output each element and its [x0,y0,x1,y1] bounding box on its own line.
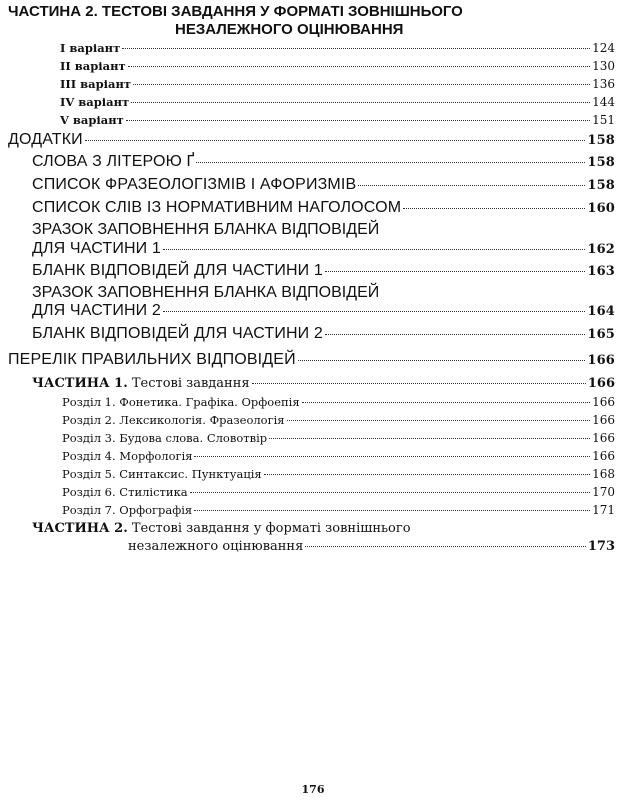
dot-leader [126,120,590,121]
part2-title-line1: ТЕСТОВІ ЗАВДАННЯ У ФОРМАТІ ЗОВНІШНЬОГО [101,3,463,20]
section-label: Розділ 7. [62,503,116,517]
toc-entry-label: Лексикологія. Фразеологія [119,413,285,427]
dot-leader [264,474,590,475]
part2-heading-line1 [8,3,463,20]
toc-entry-appendix-7[interactable] [32,325,615,343]
toc-entry-appendix-2[interactable] [32,176,615,194]
toc-entry-variant-5[interactable] [60,113,615,127]
toc-entry-page: 160 [587,201,615,216]
toc-entry-label: ДЛЯ ЧАСТИНИ 2 [32,302,161,319]
toc-entry-appendix-1[interactable] [32,153,615,171]
toc-entry-label: Орфографія [119,503,193,517]
toc-entry-page: 162 [587,242,615,257]
toc-entry-label: Морфологія [119,449,193,463]
toc-entry-answers[interactable] [8,351,615,369]
toc-entry-page: 151 [592,113,615,127]
dot-leader [131,102,590,103]
toc-entry-label: Фонетика. Графіка. Орфоепія [119,395,300,409]
page-number: 176 [301,783,325,796]
toc-entry-label: Синтаксис. Пунктуація [119,467,262,481]
toc-entry-section-7[interactable] [62,503,615,517]
toc-entry-page: 158 [587,133,615,148]
toc-entry-page: 144 [592,95,615,109]
toc-entry-label: ІІІ варіант [60,77,131,91]
toc-entry-page: 165 [587,327,615,342]
toc-entry-variant-4[interactable] [60,95,615,109]
dot-leader [302,402,590,403]
toc-entry-label: Будова слова. Словотвір [119,431,268,445]
dot-leader [298,360,586,361]
dot-leader [128,66,590,67]
toc-entry-label: Стилістика [119,485,188,499]
dot-leader [269,438,590,439]
dot-leader [196,162,585,163]
toc-entry-label: БЛАНК ВІДПОВІДЕЙ ДЛЯ ЧАСТИНИ 2 [32,325,323,342]
toc-entry-answers-part1[interactable] [32,376,615,391]
toc-entry-label: ЗРАЗОК ЗАПОВНЕННЯ БЛАНКА ВІДПОВІДЕЙ [32,284,380,301]
toc-entry-appendix-6[interactable] [32,302,615,320]
dot-leader [325,271,585,272]
toc-entry-section-4[interactable] [62,449,615,463]
dot-leader [190,492,590,493]
toc-entry-label: Тестові завдання [131,376,250,391]
section-label: Розділ 6. [62,485,116,499]
toc-entry-page: 166 [592,431,615,445]
toc-entry-section-3[interactable] [62,431,615,445]
toc-entry-page: 173 [587,539,615,554]
toc-entry-page: 166 [587,376,615,391]
section-label: Розділ 1. [62,395,116,409]
toc-entry-page: 166 [587,353,615,368]
dot-leader [305,546,586,547]
toc-entry-answers-part2-line1 [32,521,411,536]
toc-entry-label: V варіант [60,113,124,127]
toc-entry-appendix-6-line1 [32,284,379,302]
dot-leader [163,249,585,250]
part2-label: ЧАСТИНА 2. [8,3,98,20]
part2-label: ЧАСТИНА 2. [32,521,128,536]
toc-entry-page: 124 [592,41,615,55]
section-label: Розділ 2. [62,413,116,427]
dot-leader [122,48,590,49]
toc-entry-label: ДОДАТКИ [8,131,83,148]
toc-entry-page: 170 [592,485,615,499]
dot-leader [403,208,585,209]
part2-title-line2: НЕЗАЛЕЖНОГО ОЦІНЮВАННЯ [175,21,404,38]
dot-leader [252,383,586,384]
dot-leader [194,510,590,511]
section-label: Розділ 5. [62,467,116,481]
toc-entry-label: ІІ варіант [60,59,126,73]
toc-entry-appendix[interactable] [8,131,615,149]
dot-leader [194,456,590,457]
toc-entry-page: 158 [587,178,615,193]
toc-entry-section-1[interactable] [62,395,615,409]
dot-leader [287,420,591,421]
dot-leader [325,334,585,335]
toc-entry-answers-part2[interactable] [128,539,615,554]
toc-entry-label: СПИСОК ФРАЗЕОЛОГІЗМІВ І АФОРИЗМІВ [32,176,357,193]
dot-leader [133,84,590,85]
toc-entry-appendix-5[interactable] [32,262,615,280]
toc-entry-page: 158 [587,155,615,170]
dot-leader [358,185,585,186]
toc-entry-variant-3[interactable] [60,77,615,91]
dot-leader [163,311,585,312]
toc-entry-section-2[interactable] [62,413,615,427]
toc-entry-label: ЗРАЗОК ЗАПОВНЕННЯ БЛАНКА ВІДПОВІДЕЙ [32,221,380,238]
toc-entry-label: незалежного оцінювання [128,539,304,554]
toc-entry-page: 163 [587,264,615,279]
dot-leader [85,140,586,141]
part1-label: ЧАСТИНА 1. [32,376,128,391]
toc-entry-appendix-3[interactable] [32,199,615,217]
toc-entry-page: 168 [592,467,615,481]
toc-entry-appendix-4[interactable] [32,240,615,258]
toc-entry-label: ПЕРЕЛІК ПРАВИЛЬНИХ ВІДПОВІДЕЙ [8,351,296,368]
section-label: Розділ 4. [62,449,116,463]
toc-entry-label: ІV варіант [60,95,130,109]
toc-entry-variant-2[interactable] [60,59,615,73]
toc-entry-label: Тестові завдання у форматі зовнішнього [131,521,411,536]
toc-entry-page: 164 [587,304,615,319]
toc-entry-label: І варіант [60,41,121,55]
toc-entry-variant-1[interactable] [60,41,615,55]
toc-entry-page: 166 [592,395,615,409]
toc-entry-label: СПИСОК СЛІВ ІЗ НОРМАТИВНИМ НАГОЛОСОМ [32,199,402,216]
toc-entry-appendix-4-line1 [32,221,379,239]
toc-entry-page: 166 [592,413,615,427]
toc-entry-page: 136 [592,77,615,91]
toc-entry-label: СЛОВА З ЛІТЕРОЮ Ґ [32,153,195,170]
toc-entry-label: БЛАНК ВІДПОВІДЕЙ ДЛЯ ЧАСТИНИ 1 [32,262,323,279]
toc-entry-page: 130 [592,59,615,73]
toc-entry-page: 166 [592,449,615,463]
toc-entry-page: 171 [592,503,615,517]
toc-entry-section-6[interactable] [62,485,615,499]
toc-entry-section-5[interactable] [62,467,615,481]
section-label: Розділ 3. [62,431,116,445]
part2-heading-line2 [175,21,403,38]
toc-entry-label: ДЛЯ ЧАСТИНИ 1 [32,240,161,257]
